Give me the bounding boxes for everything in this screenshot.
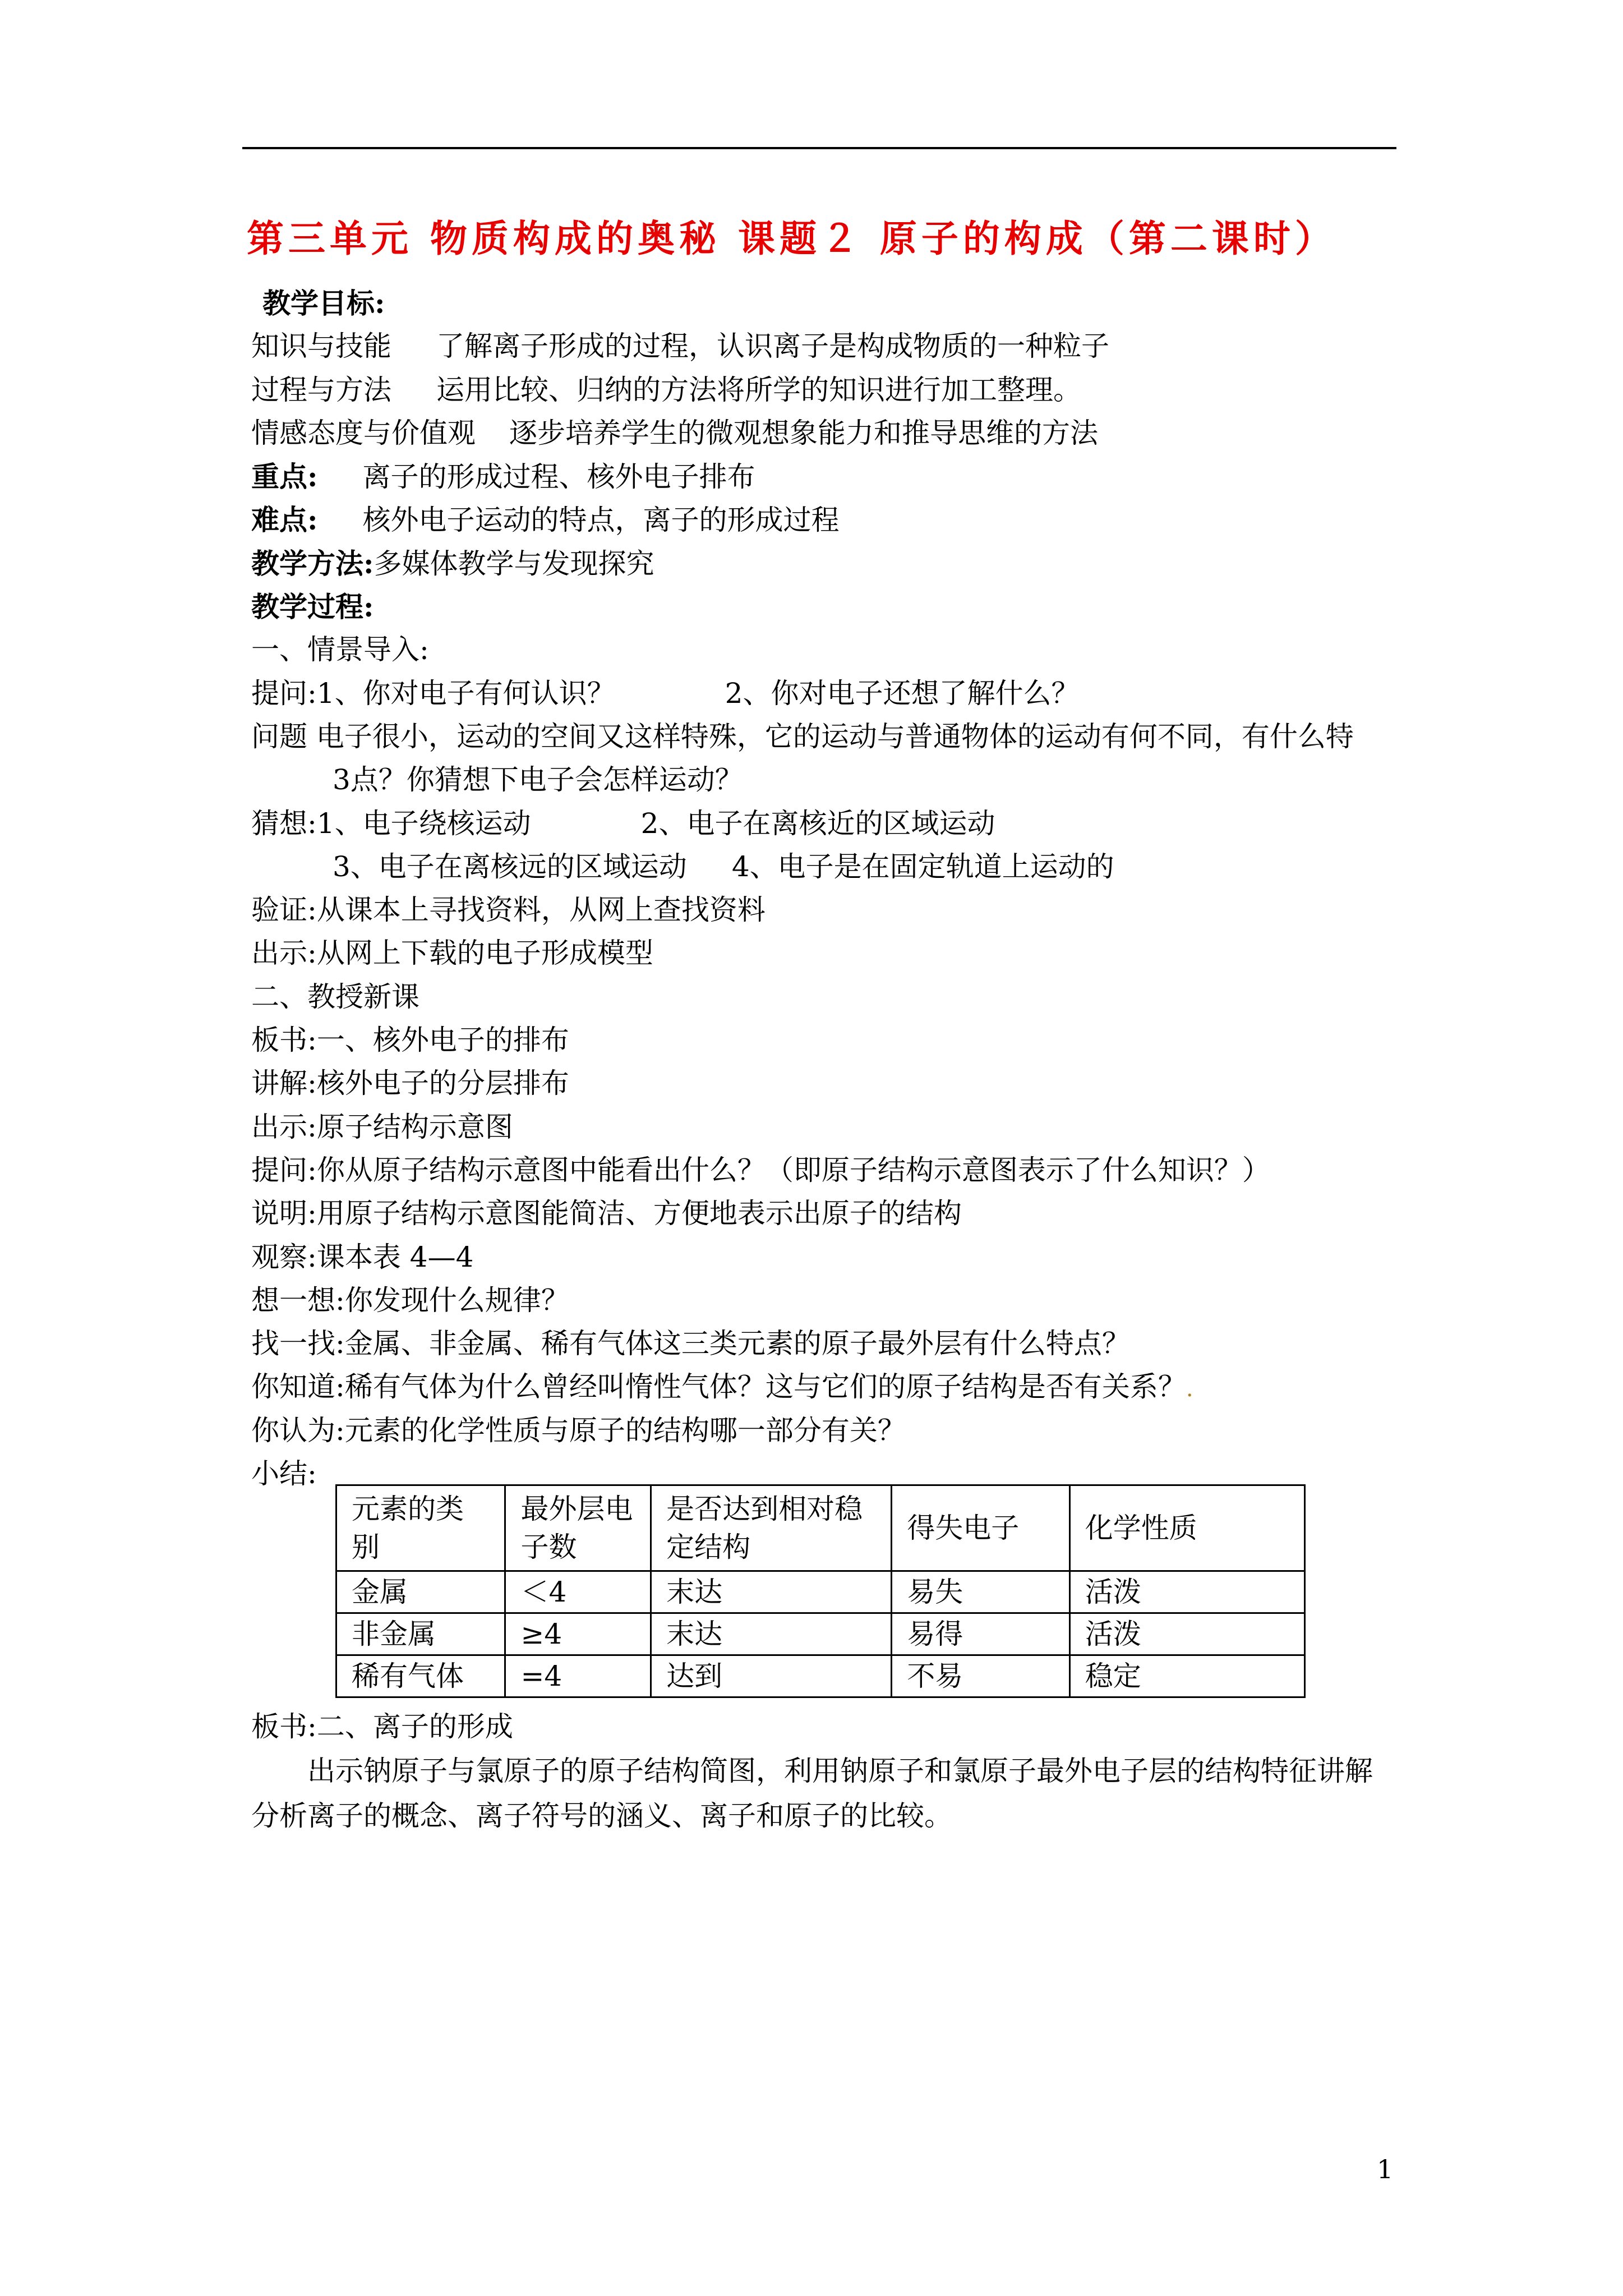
table-cell: ＜4	[505, 1571, 651, 1613]
section-new-lesson: 二、教授新课	[251, 980, 419, 1013]
table-header-cell: 是否达到相对稳定结构	[651, 1485, 892, 1571]
observe-line: 观察:课本表 4—4	[251, 1240, 474, 1273]
ask-line-2: 提问:你从原子结构示意图中能看出什么？（即原子结构示意图表示了什么知识？）	[251, 1153, 1270, 1186]
show-line-2: 出示:原子结构示意图	[251, 1110, 513, 1143]
stray-mark: .	[1186, 1376, 1193, 1402]
ask-line: 提问:1、你对电子有何认识？ 2、你对电子还想了解什么？	[251, 677, 1080, 710]
opinion-line: 你认为:元素的化学性质与原子的结构哪一部分有关？	[251, 1414, 906, 1447]
verify-line: 验证:从课本上寻找资料，从网上查找资料	[251, 894, 766, 927]
guess-line: 猜想:1、电子绕核运动 2、电子在离核近的区域运动	[251, 807, 995, 840]
key-point: 重点: 离子的形成过程、核外电子排布	[251, 460, 755, 494]
table-cell: 活泼	[1069, 1571, 1304, 1613]
table-cell: 活泼	[1069, 1613, 1304, 1655]
table-cell: 稀有气体	[336, 1655, 505, 1697]
table-cell: ≥4	[505, 1613, 651, 1655]
table-cell: 非金属	[336, 1613, 505, 1655]
table-header-cell: 得失电子	[892, 1485, 1069, 1571]
objective-process: 过程与方法 运用比较、归纳的方法将所学的知识进行加工整理。	[251, 373, 1081, 406]
objectives-heading: 教学目标:	[262, 287, 385, 320]
explain-line: 讲解:核外电子的分层排布	[251, 1067, 569, 1100]
question-line: 问题 电子很小，运动的空间又这样特殊，它的运动与普通物体的运动有何不同，有什么特	[251, 720, 1354, 753]
document-title: 第三单元 物质构成的奥秘 课题２ 原子的构成（第二课时）	[247, 217, 1336, 260]
table-header-cell: 化学性质	[1069, 1485, 1304, 1571]
page-number: 1	[1377, 2154, 1394, 2184]
question-line-2: 3点？你猜想下电子会怎样运动？	[333, 763, 743, 797]
table-row	[336, 1655, 1305, 1697]
summary-label: 小结:	[251, 1457, 317, 1490]
lesson-body-continued	[251, 1705, 1407, 1838]
table-cell: 末达	[651, 1571, 892, 1613]
board-line: 板书:一、核外电子的排布	[251, 1024, 569, 1057]
lesson-body	[251, 282, 1407, 1496]
know-line: 你知道:稀有气体为什么曾经叫惰性气体？这与它们的原子结构是否有关系？.	[251, 1370, 1193, 1404]
think-line: 想一想:你发现什么规律？	[251, 1283, 569, 1317]
table-cell: =4	[505, 1655, 651, 1697]
table-row	[336, 1613, 1305, 1655]
table-cell: 易得	[892, 1613, 1069, 1655]
show-line: 出示:从网上下载的电子形成模型	[251, 937, 653, 970]
table-cell: 末达	[651, 1613, 892, 1655]
table-row	[336, 1571, 1305, 1613]
table-header-row	[336, 1485, 1305, 1571]
table-header-cell: 元素的类别	[336, 1485, 505, 1571]
table-cell: 达到	[651, 1655, 892, 1697]
board-line-2: 板书:二、离子的形成	[251, 1710, 513, 1743]
objective-knowledge: 知识与技能 了解离子形成的过程，认识离子是构成物质的一种粒子	[251, 330, 1109, 363]
table-cell: 不易	[892, 1655, 1069, 1697]
teaching-method: 教学方法:多媒体教学与发现探究	[251, 546, 654, 580]
objective-attitude: 情感态度与价值观 逐步培养学生的微观想象能力和推导思维的方法	[251, 416, 1098, 449]
table-cell: 稳定	[1069, 1655, 1304, 1697]
guess-line-2: 3、电子在离核远的区域运动 4、电子是在固定轨道上运动的	[333, 850, 1114, 883]
difficulty: 难点: 核外电子运动的特点，离子的形成过程	[251, 503, 840, 537]
table-cell: 易失	[892, 1571, 1069, 1613]
note-line: 说明:用原子结构示意图能简洁、方便地表示出原子的结构	[251, 1197, 962, 1230]
explanation-paragraph: 出示钠原子与氯原子的原子结构简图，利用钠原子和氯原子最外电子层的结构特征讲解分析离子的概念、离子符号的涵义、离子和原子的比较。	[251, 1755, 1373, 1833]
section-intro: 一、情景导入:	[251, 633, 429, 666]
table-header-cell: 最外层电子数	[505, 1485, 651, 1571]
find-line: 找一找:金属、非金属、稀有气体这三类元素的原子最外层有什么特点？	[251, 1327, 1130, 1360]
process-heading: 教学过程:	[251, 590, 374, 624]
summary-table	[335, 1484, 1306, 1698]
table-cell: 金属	[336, 1571, 505, 1613]
header-rule	[242, 147, 1396, 149]
